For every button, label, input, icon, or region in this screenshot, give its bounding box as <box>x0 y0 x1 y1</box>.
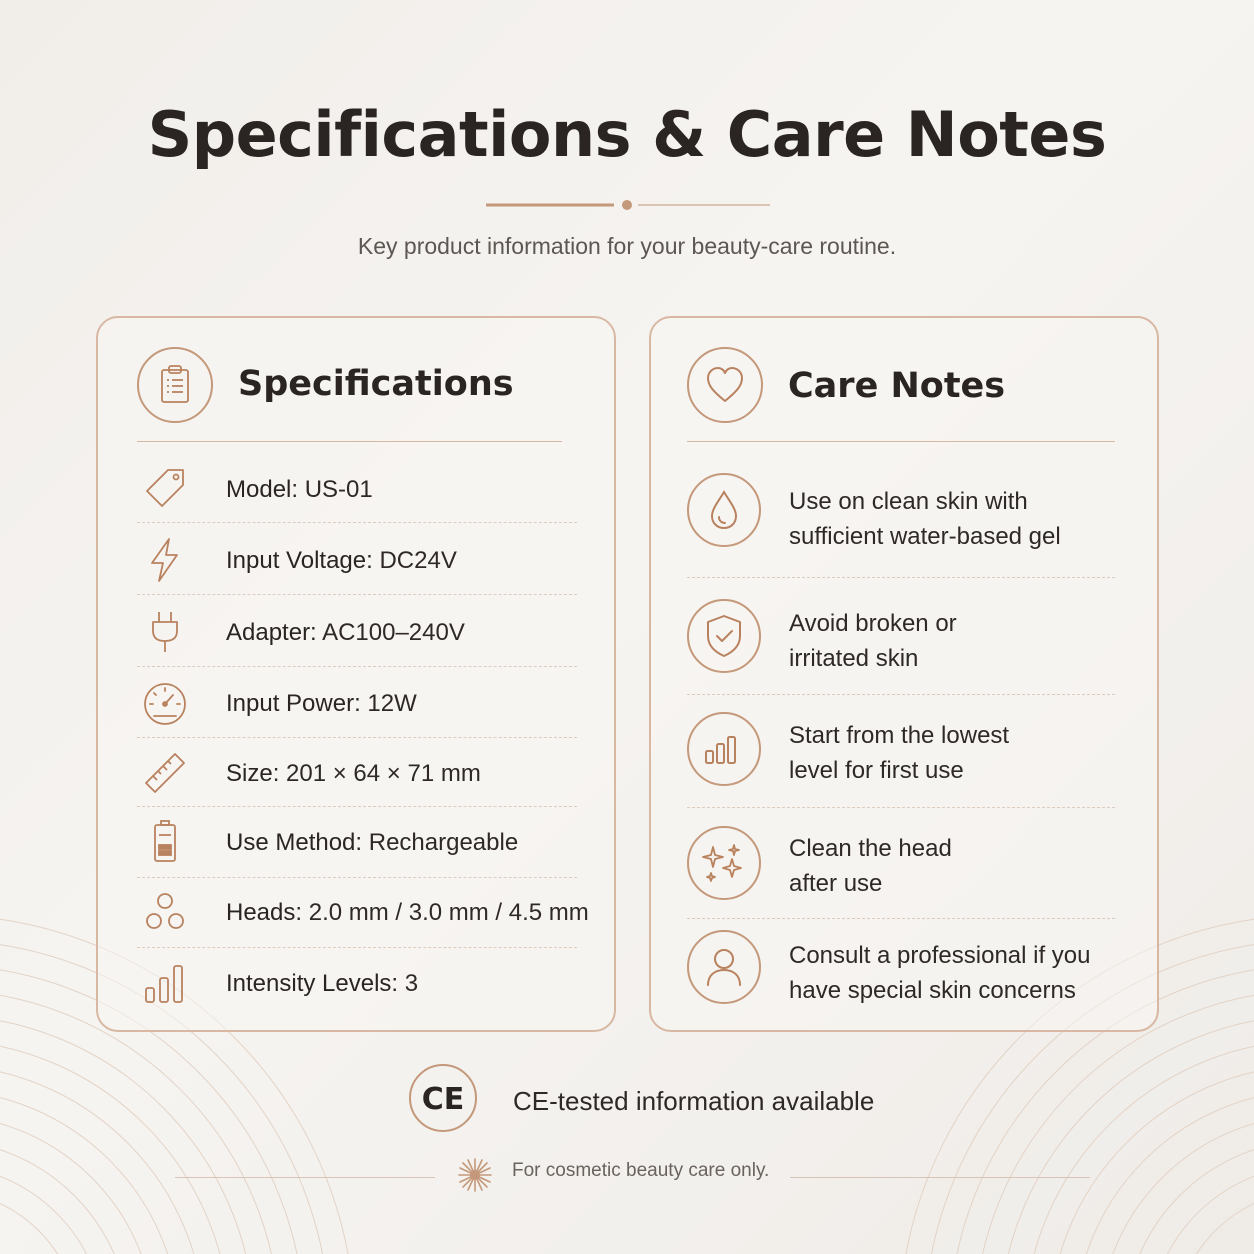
title-divider <box>486 198 770 212</box>
spec-label: Input Power: <box>226 690 361 717</box>
spec-label: Intensity Levels: <box>226 970 399 997</box>
ce-badge-icon <box>408 1063 478 1133</box>
row-divider <box>137 594 577 595</box>
spec-row-intensity-levels <box>136 948 576 1018</box>
care-line: Use on clean skin with <box>789 488 1028 515</box>
care-row-lowest-level <box>686 694 1116 806</box>
footer-note: For cosmetic beauty care only. <box>512 1160 770 1181</box>
spec-row-model <box>136 454 576 524</box>
spec-row-heads <box>136 877 589 947</box>
row-divider <box>137 522 577 523</box>
care-line: irritated skin <box>789 645 919 672</box>
lightning-bolt-icon <box>142 537 188 583</box>
plug-icon <box>142 609 188 655</box>
footer-line-right <box>790 1177 1090 1178</box>
spec-label: Heads: <box>226 899 303 926</box>
bar-levels-icon <box>142 960 188 1006</box>
care-row-clean-head <box>686 808 1116 920</box>
person-icon <box>686 929 762 1005</box>
spec-value: 2.0 mm / 3.0 mm / 4.5 mm <box>302 899 589 926</box>
spec-value: AC100–240V <box>316 619 465 646</box>
care-line: Consult a professional if you <box>789 942 1091 969</box>
care-row-avoid-broken-skin <box>686 580 1116 692</box>
care-line: Start from the lowest <box>789 722 1010 749</box>
page-subtitle: Key product information for your beauty-care routine. <box>357 233 897 259</box>
gauge-icon <box>142 680 188 726</box>
spec-label: Adapter: <box>226 619 317 646</box>
spec-row-input-power <box>136 668 576 738</box>
spec-row-size <box>136 738 576 808</box>
care-line: Avoid broken or <box>789 610 957 637</box>
care-line: after use <box>789 870 883 897</box>
row-divider <box>687 577 1115 578</box>
spec-row-input-voltage <box>136 525 576 595</box>
footer-line-left <box>175 1177 435 1178</box>
ruler-icon <box>142 750 188 796</box>
care-row-consult-professional <box>686 918 1116 1030</box>
heart-icon <box>686 346 764 424</box>
sunburst-icon <box>456 1156 494 1194</box>
spec-value: DC24V <box>372 547 457 574</box>
spec-value: 3 <box>398 970 419 997</box>
ce-mark: CE <box>421 1082 465 1117</box>
care-line: level for first use <box>789 757 964 784</box>
care-notes-title: Care Notes <box>788 366 1006 406</box>
spec-row-use-method <box>136 807 576 877</box>
tag-icon <box>142 466 188 512</box>
circles-icon <box>142 889 188 935</box>
ce-text: CE-tested information available <box>513 1086 875 1116</box>
spec-label: Size: <box>226 760 280 787</box>
spec-label: Input Voltage: <box>226 547 373 574</box>
page-title: Specifications & Care Notes <box>147 98 1107 171</box>
care-line: have special skin concerns <box>789 977 1076 1004</box>
water-drop-icon <box>686 472 762 548</box>
row-divider <box>137 666 577 667</box>
care-line: sufficient water-based gel <box>789 523 1061 550</box>
sparkle-icon <box>686 825 762 901</box>
spec-label: Use Method: <box>226 829 363 856</box>
specifications-divider <box>137 441 562 442</box>
spec-label: Model: <box>226 476 299 503</box>
care-row-clean-skin <box>686 456 1116 568</box>
spec-value: 12W <box>360 690 417 717</box>
spec-value: US-01 <box>298 476 373 503</box>
clipboard-icon <box>136 346 214 424</box>
specifications-title: Specifications <box>238 364 514 404</box>
shield-check-icon <box>686 598 762 674</box>
bar-levels-icon <box>686 711 762 787</box>
battery-icon <box>142 819 188 865</box>
spec-row-adapter <box>136 597 576 667</box>
spec-value: Rechargeable <box>362 829 519 856</box>
spec-value: 201 × 64 × 71 mm <box>279 760 481 787</box>
care-notes-divider <box>687 441 1115 442</box>
care-line: Clean the head <box>789 835 952 862</box>
